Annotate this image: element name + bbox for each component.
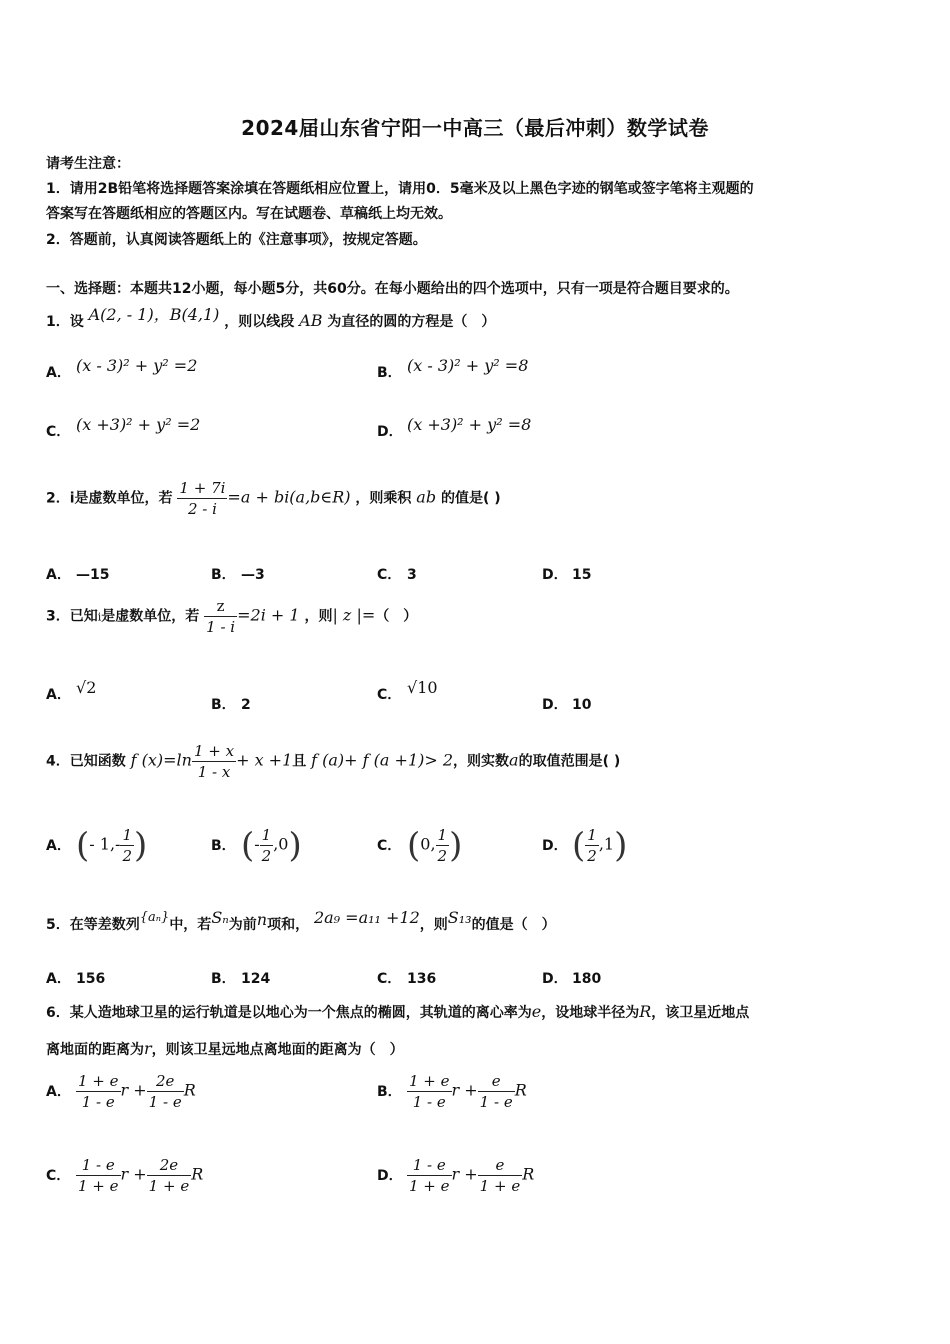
q6-b-d2: 1 - e [479,1093,513,1111]
q4-option-c-left: 0, [420,834,436,854]
q4-numerator: 1 + x [193,742,235,760]
q5-sequence: {aₙ} [139,910,170,925]
q5-mid: 中，若 [169,917,212,933]
q4-a-rparen: ) [133,825,148,866]
q4-option-d[interactable] [542,826,627,865]
q3-option-b-value: 2 [241,697,251,713]
q3-option-d[interactable] [542,694,591,714]
q2-fraction [177,479,227,518]
q6-option-b-frac-1 [407,1072,452,1111]
q4-option-d-label: D． [542,837,568,854]
q6-option-a[interactable] [46,1072,196,1111]
q6-option-b-label: B． [377,1083,402,1100]
question-6-line-1 [46,1002,749,1022]
q2-option-b-value: —3 [241,567,265,583]
q1-suffix: 为直径的圆的方程是（ ） [327,314,496,330]
q1-points: A(2, - 1)，B(4,1) [88,305,220,324]
q1-option-d[interactable] [377,415,532,441]
q5-sn: Sₙ [211,908,229,927]
q6-d-d1: 1 + e [409,1177,450,1195]
q1-segment: AB [299,311,323,330]
q5-option-c[interactable] [377,968,436,988]
q6-text-d: 离地面的距离为 [46,1042,144,1058]
q6-a-d1: 1 - e [81,1093,115,1111]
q4-d-rparen: ) [614,825,628,866]
q2-suffix: 的值是( ) [440,490,501,507]
q4-option-d-num: 1 [587,826,597,844]
q4-option-a-num: 1 [122,826,132,844]
q4-a-lparen: ( [76,825,90,866]
q5-option-b-value: 124 [241,971,271,987]
q5-option-d-label: D． [542,971,568,987]
q6-option-a-frac-1 [76,1072,121,1111]
q3-option-a[interactable] [46,678,97,704]
q5-mid4: ，则 [419,917,448,933]
q3-i: i [97,610,102,624]
question-2 [46,479,501,518]
q6-option-c[interactable] [46,1156,203,1195]
question-3 [46,597,417,636]
q1-mid: ，则以线段 [224,314,295,330]
q6-text-e: ，则该卫星远地点离地面的距离为（ ） [151,1042,404,1058]
q3-option-b[interactable] [211,694,251,714]
q3-option-a-label: A． [46,687,71,703]
q6-text-a: 6．某人造地球卫星的运行轨道是以地心为一个焦点的椭圆，其轨道的离心率为 [46,1005,532,1021]
q5-prefix: 5．在等差数列 [46,917,140,933]
q3-mid: 是虚数单位，若 [101,608,200,625]
q3-mid2: ，则 [304,608,333,625]
q4-b-rparen: ) [288,825,302,866]
q6-r: r [144,1039,152,1058]
q6-d-mid: r + [451,1164,478,1184]
q5-option-b-label: B． [211,971,236,987]
q4-option-c-fraction [436,826,450,865]
q6-c-d1: 1 + e [78,1177,119,1195]
q5-option-d[interactable] [542,968,601,988]
q2-option-d-label: D． [542,567,568,583]
q4-option-b-den: 2 [261,847,272,865]
q6-a-n2: 2e [147,1072,184,1092]
q4-denominator: 1 - x [197,763,231,781]
q6-b-mid: r + [451,1080,478,1100]
q6-option-c-frac-1 [76,1156,121,1195]
q1-option-c-label: C． [46,424,71,440]
section-heading: 一、选择题：本题共12小题，每小题5分，共60分。在每小题给出的四个选项中，只有一项是符合题目要求的。 [46,281,739,297]
q3-fraction [204,597,237,636]
q1-option-b-label: B． [377,365,402,381]
q6-b-n2: e [478,1072,515,1092]
q2-option-d-value: 15 [572,567,592,583]
q5-mid2: 为前 [228,917,257,933]
q2-option-c-label: C． [377,567,402,583]
q6-option-d-frac-2 [478,1156,523,1195]
q6-R: R [639,1002,652,1021]
q3-option-c-label: C． [377,687,402,703]
q3-prefix: 3．已知 [46,608,98,625]
q3-option-c[interactable] [377,678,438,704]
q4-mid: ，则实数 [453,753,510,770]
q6-option-b[interactable] [377,1072,527,1111]
q1-option-c[interactable] [46,415,201,441]
q2-option-b[interactable] [211,564,265,584]
q6-c-mid: r + [120,1164,147,1184]
q2-prefix: 2．i是虚数单位，若 [46,490,173,507]
q6-option-d-frac-1 [407,1156,452,1195]
q2-option-a[interactable] [46,564,109,584]
q6-a-n1: 1 + e [78,1072,119,1090]
q4-option-d-right: ,1 [598,834,615,854]
q4-option-c-den: 2 [437,847,448,865]
q1-option-c-math: (x +3)² + y² =2 [76,415,201,434]
q4-option-a-left: - 1,- [89,834,121,854]
q6-b-tail: R [514,1080,527,1100]
q2-equation: =a + bi(a,b∈R) [227,487,351,507]
q4-option-b[interactable] [211,826,302,865]
q3-option-d-label: D． [542,697,568,713]
q3-equation: =2i + 1 [237,605,300,625]
q1-option-d-math: (x +3)² + y² =8 [407,415,532,434]
q2-option-c[interactable] [377,564,417,584]
page-title: 2024届山东省宁阳一中高三（最后冲刺）数学试卷 [241,116,709,140]
notice-heading: 请考生注意： [46,156,130,172]
q6-option-d-label: D． [377,1167,403,1184]
q5-option-a[interactable] [46,968,105,988]
q6-option-d[interactable] [377,1156,534,1195]
q5-option-a-value: 156 [76,971,106,987]
q3-option-c-value: √10 [407,678,438,697]
q4-d-lparen: ( [572,825,586,866]
q6-d-d2: 1 + e [479,1177,521,1195]
q4-function: f (x)=ln [130,750,192,770]
notice-item-2: 2．答题前，认真阅读答题纸上的《注意事项》，按规定答题。 [46,232,427,248]
q5-option-d-value: 180 [572,971,602,987]
q5-option-c-value: 136 [407,971,437,987]
q6-d-tail: R [522,1164,535,1184]
q6-option-c-frac-2 [147,1156,192,1195]
q1-option-b-math: (x - 3)² + y² =8 [407,356,529,375]
q6-d-n1: 1 - e [407,1156,452,1176]
q1-option-a-label: A． [46,365,71,381]
q4-b-lparen: ( [241,825,255,866]
q4-option-b-right: ,0 [273,834,289,854]
q6-d-n2: e [478,1156,523,1176]
q5-equation: 2a₉ =a₁₁ +12 [313,908,420,927]
question-6-line-2 [46,1039,404,1059]
q1-option-b[interactable] [377,356,529,382]
q6-c-n2: 2e [147,1156,192,1176]
q3-denominator: 1 - i [206,618,236,636]
q4-option-b-num: 1 [261,826,272,844]
question-5 [46,908,556,934]
q6-a-d2: 1 - e [148,1093,182,1111]
q4-option-c-label: C． [377,837,402,854]
q4-option-d-den: 2 [587,847,597,865]
q4-option-b-label: B． [211,837,236,854]
q6-option-b-frac-2 [478,1072,515,1111]
question-4 [46,742,620,781]
q1-option-d-label: D． [377,424,403,440]
q2-option-b-label: B． [211,567,236,583]
q1-option-a-math: (x - 3)² + y² =2 [76,356,198,375]
q2-mid: ，则乘积 [355,490,412,507]
q4-fraction [192,742,236,781]
q6-b-d1: 1 - e [412,1093,446,1111]
q2-ab: ab [416,487,437,507]
q2-option-a-value: —15 [76,567,110,583]
q2-option-d[interactable] [542,564,591,584]
q6-option-a-frac-2 [147,1072,184,1111]
q2-option-c-value: 3 [407,567,417,583]
q6-a-tail: R [183,1080,196,1100]
q3-abs: | z |= [332,605,376,625]
q3-suffix: （ ） [375,608,418,625]
q6-c-n1: 1 - e [76,1156,121,1176]
q5-option-a-label: A． [46,971,71,987]
q6-option-c-label: C． [46,1167,71,1184]
q4-option-a[interactable] [46,826,147,865]
q6-c-d2: 1 + e [148,1177,190,1195]
q3-numerator: z [204,597,237,617]
q2-numerator: 1 + 7i [179,479,226,497]
q4-c-lparen: ( [407,825,421,866]
q6-a-mid: r + [120,1080,147,1100]
q5-suffix: 的值是（ ） [471,917,556,933]
q4-option-c-num: 1 [437,826,448,844]
q5-option-b[interactable] [211,968,270,988]
q4-c-rparen: ) [449,825,463,866]
q4-condition: f (a)+ f (a +1)> 2 [311,750,454,770]
q3-option-b-label: B． [211,697,236,713]
q4-option-d-fraction [585,826,599,865]
notice-item-1-line-1: 1．请用2B铅笔将选择题答案涂填在答题纸相应位置上，请用0．5毫米及以上黑色字迹的钢笔或签字笔将主观题的 [46,181,754,197]
q5-s13: S₁₃ [447,908,472,927]
q3-option-d-value: 10 [572,697,592,713]
q4-option-a-fraction [120,826,134,865]
q6-text-b: ，设地球半径为 [541,1005,640,1021]
q4-tail: + x +1 [236,750,293,770]
q4-option-b-left: - [254,834,260,854]
q5-mid3: 项和， [267,917,310,933]
q5-option-c-label: C． [377,971,402,987]
q4-option-a-den: 2 [122,847,132,865]
q5-n: n [256,910,268,929]
q4-prefix: 4．已知函数 [46,753,126,770]
notice-item-1-line-2: 答案写在答题纸相应的答题区内。写在试题卷、草稿纸上均无效。 [46,206,452,222]
q4-option-a-label: A． [46,837,71,854]
q2-option-a-label: A． [46,567,71,583]
q6-b-n1: 1 + e [409,1072,450,1090]
q4-and: 且 [292,753,307,770]
q1-option-a[interactable] [46,356,198,382]
q6-e: e [531,1002,542,1021]
q2-denominator: 2 - i [187,500,217,518]
q3-option-a-value: √2 [76,678,97,697]
question-1 [46,305,496,331]
q6-text-c: ，该卫星近地点 [651,1005,750,1021]
q4-a: a [509,750,519,770]
q1-prefix: 1．设 [46,314,84,330]
q6-option-a-label: A． [46,1083,71,1100]
q4-option-b-fraction [260,826,274,865]
q4-option-c[interactable] [377,826,462,865]
q4-suffix: 的取值范围是( ) [518,753,621,770]
q6-c-tail: R [191,1164,204,1184]
